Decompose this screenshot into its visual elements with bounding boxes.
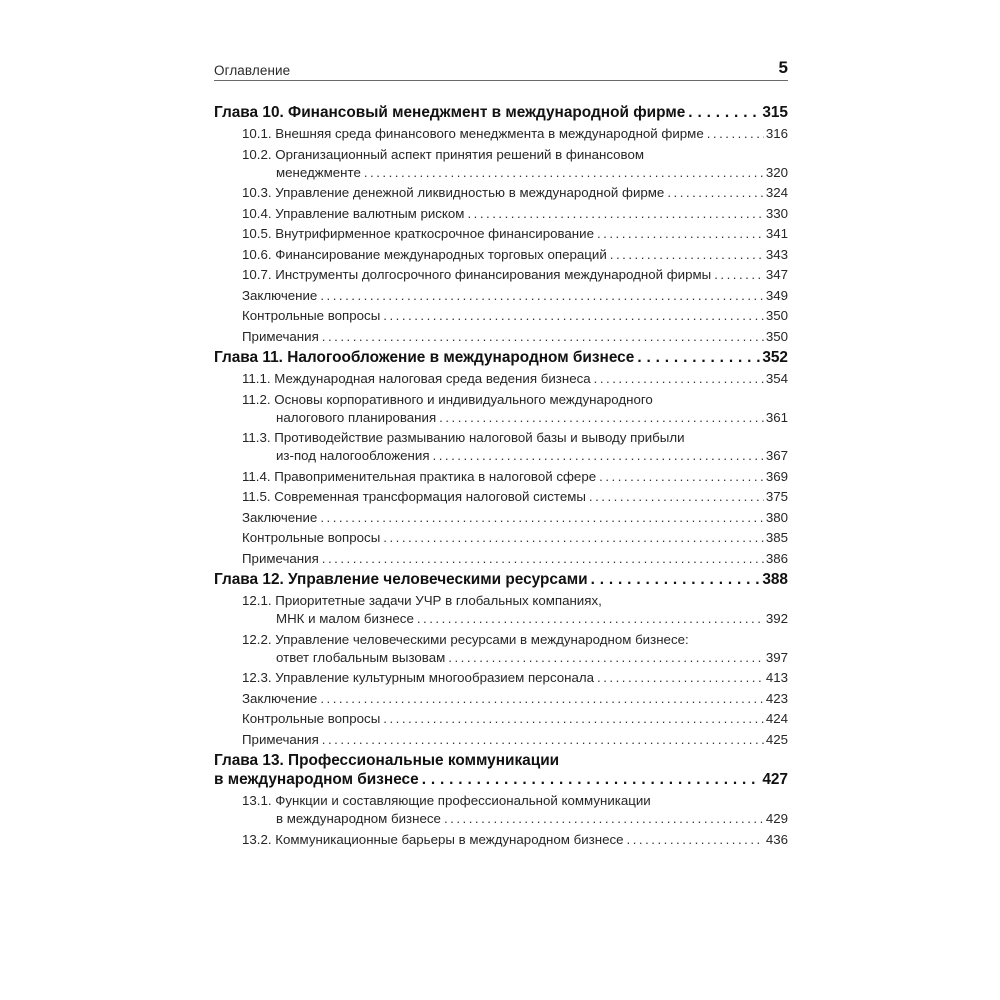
item-title-line-2: ответ глобальным вызовам [276,649,446,665]
toc-item[interactable] [214,468,788,486]
item-page: 349 [765,287,788,303]
dot-leader [594,370,764,388]
item-title-line-1: 11.2. Основы корпоративного и индивидуального международного [242,391,653,407]
toc-item[interactable] [214,125,788,143]
toc-item-questions[interactable] [214,307,788,325]
item-title: 12.3. Управление культурным многообразием персонала [242,670,595,685]
item-page: 350 [765,328,788,344]
dot-leader [589,488,764,506]
book-page [214,56,788,851]
chapter-page: 427 [762,771,788,788]
item-page: 316 [765,126,788,141]
item-page: 385 [765,530,788,545]
item-page: 343 [765,246,788,262]
item-title-line-2: менеджменте [276,164,361,180]
toc-item[interactable] [214,669,788,687]
item-page: 424 [765,711,788,726]
item-page: 361 [765,409,788,425]
item-title-line-2: МНК и малом бизнесе [276,611,414,626]
toc-item[interactable] [214,225,788,243]
item-page: 320 [765,164,788,180]
toc-item[interactable] [214,266,788,284]
chapter-title: Глава 12. Управление человеческими ресурсами [214,571,588,588]
item-title: 10.6. Финансирование международных торговых операций [242,246,607,262]
dot-leader [320,509,763,527]
dot-leader [320,287,763,305]
item-title: 11.4. Правоприменительная практика в налоговой сфере [242,468,597,484]
toc-item-notes[interactable] [214,550,788,568]
toc-item-questions[interactable] [214,710,788,728]
dot-leader [417,610,764,628]
dot-leader [610,246,764,264]
toc-item-conclusion[interactable] [214,509,788,527]
dot-leader [383,529,764,547]
item-page: 392 [765,611,788,626]
dot-leader [322,731,764,749]
dot-leader [591,570,761,589]
item-title: 11.1. Международная налоговая среда ведения бизнеса [242,371,591,386]
dot-leader [444,810,764,828]
dot-leader [714,266,764,284]
item-page: 347 [765,267,788,282]
chapter-page: 315 [762,104,788,121]
item-title: Контрольные вопросы [242,711,381,726]
item-title: Заключение [242,690,318,706]
dot-leader [422,770,761,789]
item-title: 13.2. Коммуникационные барьеры в международном бизнесе [242,831,624,847]
item-page: 423 [765,690,788,706]
item-page: 367 [765,448,788,463]
toc-chapter-13[interactable] [214,751,788,789]
dot-leader [448,649,764,667]
item-title-line-1: 12.1. Приоритетные задачи УЧР в глобальных компаниях, [242,593,602,608]
item-continuation [242,610,788,628]
toc-item-questions[interactable] [214,529,788,547]
chapter-page: 388 [762,571,788,588]
toc-chapter-11[interactable] [214,348,788,367]
toc-item[interactable] [214,831,788,849]
item-page: 354 [765,371,788,386]
dot-leader [322,328,764,346]
item-page: 330 [765,205,788,221]
dot-leader [707,125,764,143]
toc-item[interactable] [214,792,788,828]
toc-item-conclusion[interactable] [214,287,788,305]
item-continuation [242,447,788,465]
dot-leader [599,468,764,486]
item-title: Примечания [242,328,319,344]
chapter-title-line-2: в международном бизнесе [214,771,419,788]
dot-leader [627,831,764,849]
item-page: 397 [765,649,788,665]
toc-item[interactable] [214,146,788,182]
item-continuation [242,810,788,828]
dot-leader [667,184,764,202]
toc-item-conclusion[interactable] [214,690,788,708]
dot-leader [322,550,764,568]
item-title-line-1: 13.1. Функции и составляющие профессиональной коммуникации [242,793,651,808]
item-title: Заключение [242,287,318,303]
item-page: 350 [765,308,788,323]
dot-leader [597,669,764,687]
toc-item[interactable] [214,391,788,427]
toc-item-notes[interactable] [214,731,788,749]
toc-item[interactable] [214,184,788,202]
chapter-title: Глава 11. Налогообложение в международном бизнесе [214,349,635,366]
item-title: Заключение [242,509,318,525]
item-page: 425 [765,731,788,747]
item-title-line-2: из-под налогообложения [276,448,430,463]
dot-leader [467,205,763,223]
toc-item[interactable] [214,592,788,628]
item-page: 324 [765,185,788,200]
item-title: Контрольные вопросы [242,530,381,545]
dot-leader [383,307,764,325]
item-page: 380 [765,509,788,525]
chapter-title-line-1: Глава 13. Профессиональные коммуникации [214,752,560,769]
item-title-line-2: в международном бизнесе [276,811,441,826]
item-continuation [242,649,788,667]
item-title: Примечания [242,550,319,566]
item-title-line-1: 10.2. Организационный аспект принятия решений в финансовом [242,146,644,162]
chapter-page: 352 [762,349,788,366]
item-continuation [242,409,788,427]
dot-leader [364,164,764,182]
dot-leader [597,225,764,243]
page-number: 5 [778,58,788,77]
toc-item[interactable] [214,246,788,264]
running-head-title: Оглавление [214,63,291,78]
item-title: 10.3. Управление денежной ликвидностью в международной фирме [242,185,665,200]
item-title-line-2: налогового планирования [276,409,437,425]
item-page: 369 [765,468,788,484]
item-title-line-1: 12.2. Управление человеческими ресурсами в международном бизнесе: [242,631,689,647]
item-page: 429 [765,811,788,826]
chapter-title-continuation [214,770,788,789]
item-title: 10.5. Внутрифирменное краткосрочное финансирование [242,226,594,241]
item-title: Примечания [242,731,319,747]
item-page: 375 [765,489,788,504]
item-page: 436 [765,831,788,847]
running-head [214,56,788,81]
dot-leader [383,710,764,728]
dot-leader [688,103,760,122]
item-title-line-1: 11.3. Противодействие размыванию налоговой базы и выводу прибыли [242,430,685,445]
toc-item[interactable] [214,370,788,388]
toc-item[interactable] [214,205,788,223]
dot-leader [439,409,764,427]
item-title: 10.7. Инструменты долгосрочного финансирования международной фирмы [242,267,712,282]
item-continuation [242,164,788,182]
toc-item-notes[interactable] [214,328,788,346]
dot-leader [320,690,763,708]
item-page: 386 [765,550,788,566]
toc-item[interactable] [214,429,788,465]
item-title: 10.4. Управление валютным риском [242,205,465,221]
toc-item[interactable] [214,631,788,667]
item-title: 10.1. Внешняя среда финансового менеджмента в международной фирме [242,126,704,141]
item-title: Контрольные вопросы [242,308,381,323]
item-title: 11.5. Современная трансформация налоговой системы [242,489,586,504]
item-page: 413 [765,670,788,685]
toc-item[interactable] [214,488,788,506]
table-of-contents [214,103,788,849]
dot-leader [433,447,764,465]
item-page: 341 [765,226,788,241]
dot-leader [637,348,760,367]
toc-chapter-12[interactable] [214,570,788,589]
toc-chapter-10[interactable] [214,103,788,122]
chapter-title: Глава 10. Финансовый менеджмент в международной фирме [214,104,686,121]
